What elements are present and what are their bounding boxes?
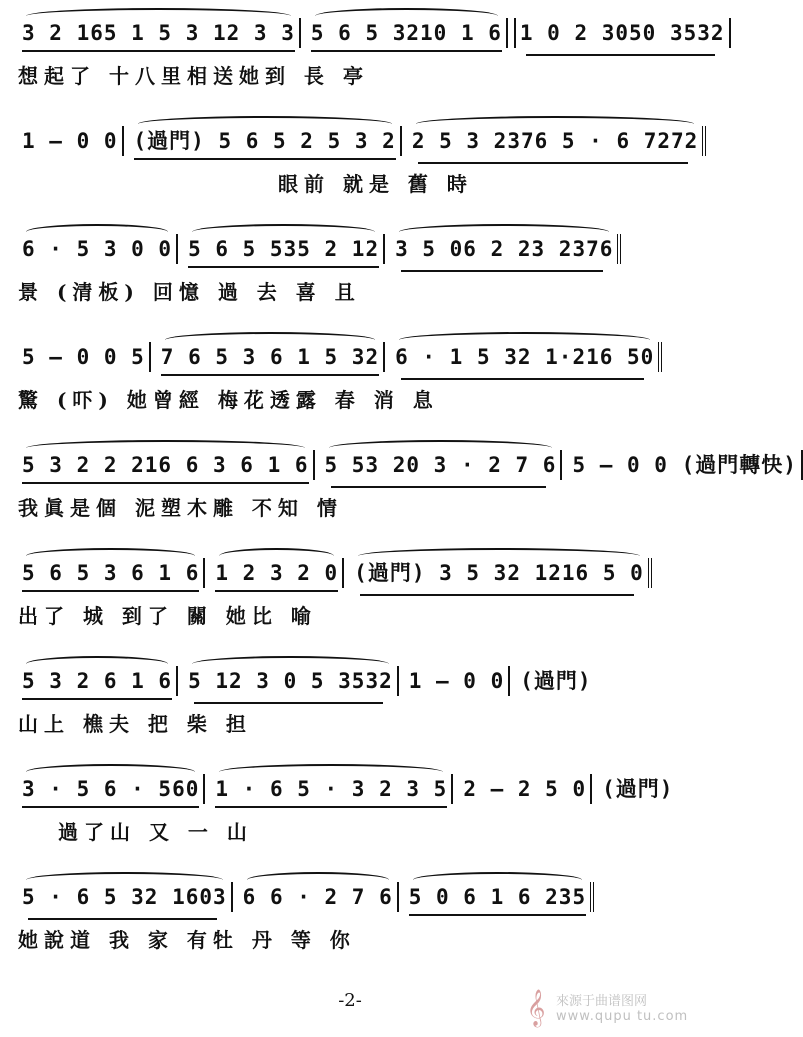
lyrics-row: 山上 樵夫 把 柴 担 [18,712,252,736]
notes-row [18,332,690,372]
lyrics-row: 過了山 又 一 山 [58,820,253,844]
lyrics-row: 眼前 就是 舊 時 [278,172,473,196]
treble-clef-icon: 𝄞 [526,988,546,1026]
measure: (過門) [520,669,592,693]
measure: 5 — 0 0 (過門轉快) [568,450,802,480]
measure: 5 3 2 2 216 6 3 6 1 6 [18,450,315,480]
lyrics-row: 她說道 我 家 有牡 丹 等 你 [18,928,356,952]
measure: 1 0 2 3050 3532 [514,18,731,48]
watermark-line-2: www.qupu tu.com [556,1009,689,1024]
notes-row [18,8,725,48]
measure: (過門) 3 5 32 1216 5 0 [350,558,652,588]
measure: 6 6 · 2 7 6 [239,882,399,912]
notes-row [18,116,699,156]
measure: 1 · 6 5 · 3 2 3 5 [211,774,453,804]
measure: 5 — 0 0 5 [18,342,151,372]
measure: 5 3 2 6 1 6 [18,666,178,696]
measure: 1 — 0 0 [405,666,511,696]
measure: 1 — 0 0 [18,126,124,156]
measure: 2 — 2 5 0 [459,774,592,804]
measure: 3 2 165 1 5 3 12 3 3 [18,18,301,48]
notes-row [18,548,690,588]
measure: 5 · 6 5 32 1603 [18,882,233,912]
page-number: -2- [338,990,362,1011]
measure: 5 0 6 1 6 235 [405,882,594,912]
measure: 3 · 5 6 · 560 [18,774,205,804]
lyrics-row: 我眞是個 泥塑木雕 不知 情 [18,496,343,520]
measure: 1 2 3 2 0 [211,558,344,588]
measure: 7 6 5 3 6 1 5 32 [157,342,385,372]
measure: (過門) 5 6 5 2 5 3 2 [130,126,402,156]
lyrics-row: 出了 城 到了 關 她比 喻 [18,604,317,628]
measure: 5 12 3 0 5 3532 [184,666,399,696]
notes-row [18,656,690,696]
lyrics-row: 想起了 十八里相送她到 長 亭 [18,64,369,88]
notes-row [18,872,690,912]
measure: 2 5 3 2376 5 · 6 7272 [408,126,707,156]
notes-row [18,224,690,264]
measure: 6 · 5 3 0 0 [18,234,178,264]
measure: 5 53 20 3 · 2 7 6 [321,450,563,480]
watermark-line-1: 來源于曲谱图网 [556,994,648,1009]
lyrics-row: 景 (清板) 回憶 過 去 喜 且 [18,280,361,304]
measure: 5 6 5 3210 1 6 [307,18,508,48]
measure: 3 5 06 2 23 2376 [391,234,621,264]
notes-row [18,440,797,480]
watermark [522,985,692,1029]
lyrics-row: 驚 (吓) 她曾經 梅花透露 春 消 息 [18,388,439,412]
measure: 5 6 5 3 6 1 6 [18,558,205,588]
notes-row [18,764,690,804]
measure: 6 · 1 5 32 1·216 50 [391,342,662,372]
measure: 5 6 5 535 2 12 [184,234,385,264]
measure: (過門) [602,777,674,801]
watermark-text [556,990,688,1024]
